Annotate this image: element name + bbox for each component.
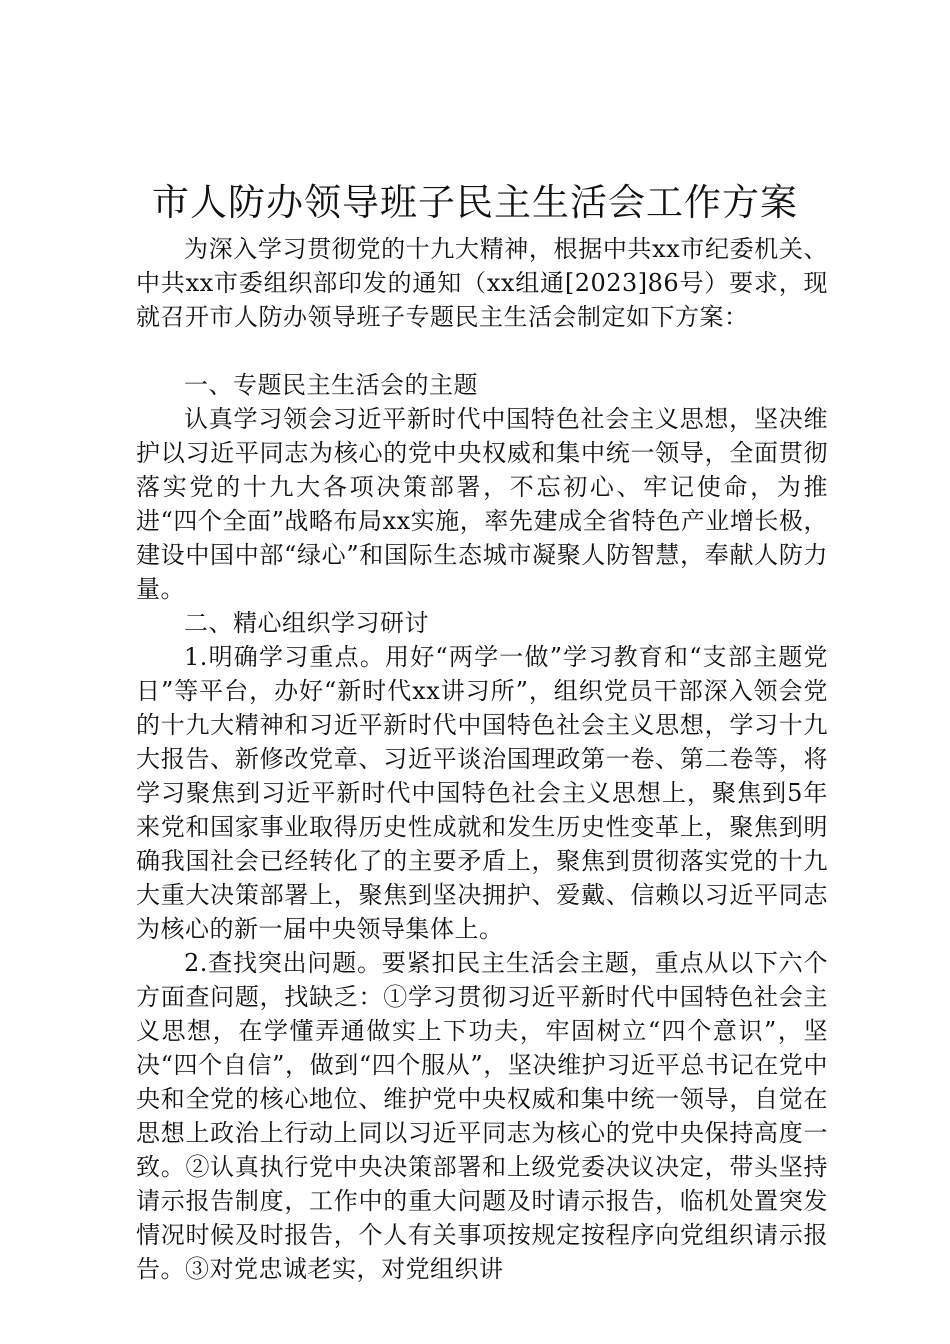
paragraph-spacer <box>136 334 828 368</box>
document-title: 市人防办领导班子民主生活会工作方案 <box>152 181 798 224</box>
section-1-body: 认真学习领会习近平新时代中国特色社会主义思想，坚决维护以习近平同志为核心的党中央权威和集中统一领导，全面贯彻落实党的十九大各项决策部署，不忘初心、牢记使命，为推进“四个全面”战略布局xx实施，率先建成全省特色产业增长极，建设中国中部“绿心”和国际生态城市凝聚人防智慧，奉献人防力量。 <box>136 405 828 603</box>
document-body <box>136 232 828 1286</box>
section-2-item-2: 2.查找突出问题。要紧扣民主生活会主题，重点从以下六个方面查问题，找缺乏：①学习贯彻习近平新时代中国特色社会主义思想，在学懂弄通做实上下功夫，牢固树立“四个意识”，坚决“四个自信”，做到“四个服从”，坚决维护习近平总书记在党中央和全党的核心地位、维护党中央权威和集中统一领导，自觉在思想上政治上行动上同以习近平同志为核心的党中央保持高度一致。②认真执行党中央决策部署和上级党委决议决定，带头坚持请示报告制度，工作中的重大问题及时请示报告，临机处置突发情况时候及时报告，个人有关事项按规定按程序向党组织请示报告。③对党忠诚老实，对党组织讲 <box>136 949 828 1283</box>
section-2-heading: 二、精心组织学习研讨 <box>184 609 429 637</box>
intro-paragraph: 为深入学习贯彻党的十九大精神，根据中共xx市纪委机关、中共xx市委组织部印发的通知（xx组通[2023]86号）要求，现就召开市人防办领导班子专题民主生活会制定如下方案： <box>136 235 828 331</box>
section-1-heading: 一、专题民主生活会的主题 <box>184 371 478 399</box>
section-2-item-1: 1.明确学习重点。用好“两学一做”学习教育和“支部主题党日”等平台，办好“新时代xx讲习所”，组织党员干部深入领会党的十九大精神和习近平新时代中国特色社会主义思想，学习十九大报告、新修改党章、习近平谈治国理政第一卷、第二卷等，将学习聚焦到习近平新时代中国特色社会主义思想上，聚焦到5年来党和国家事业取得历史性成就和发生历史性变革上，聚焦到明确我国社会已经转化了的主要矛盾上，聚焦到贯彻落实党的十九大重大决策部署上，聚焦到坚决拥护、爱戴、信赖以习近平同志为核心的新一届中央领导集体上。 <box>136 643 828 943</box>
